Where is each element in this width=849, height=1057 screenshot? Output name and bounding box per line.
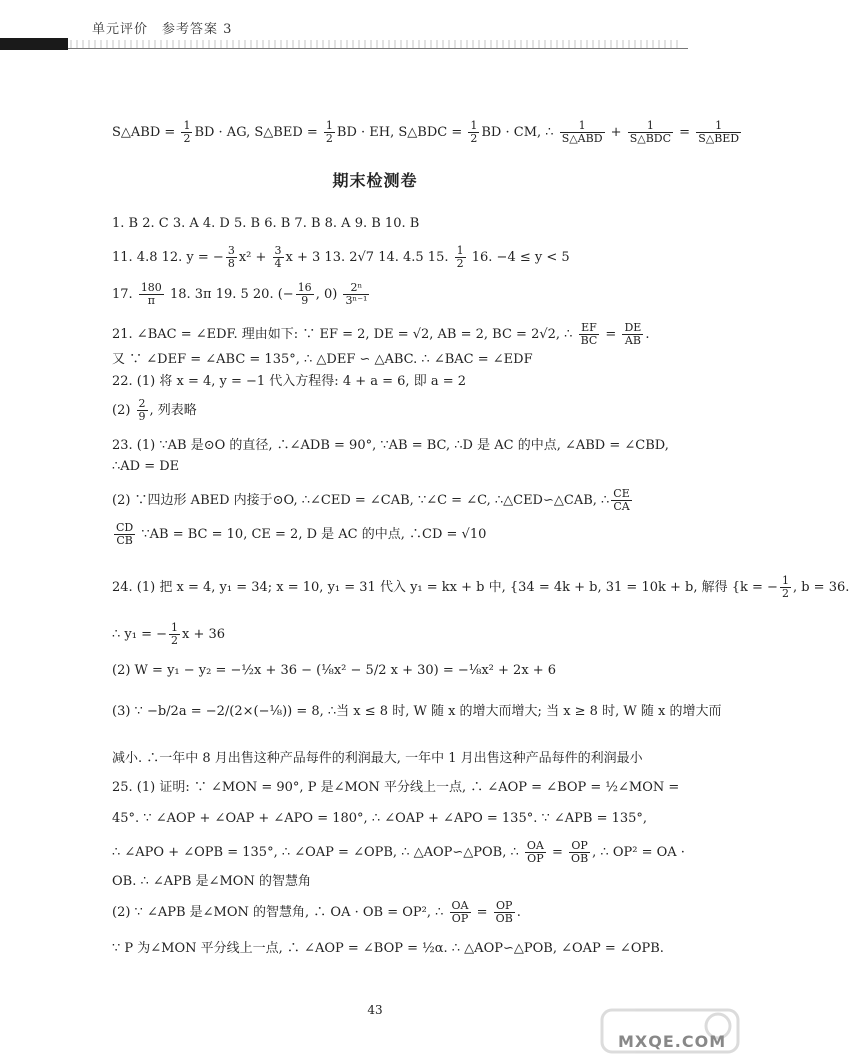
answer-line-6: 22. (1) 将 x = 4, y = −1 代入方程得: 4 + a = 6, 即 a = 2: [112, 374, 467, 389]
text: S△ABD =: [112, 125, 180, 140]
answer-line-14: (2) W = y₁ − y₂ = −½x + 36 − (⅛x² − 5/2 x + 30) = −⅛x² + 2x + 6: [112, 663, 557, 678]
header-rule: [68, 48, 688, 49]
fraction: $\frac{1}{2}$: [183, 119, 191, 145]
answer-line-15: (3) ∵ −b/2a = −2/(2×(−⅛)) = 8, ∴当 x ≤ 8 时, W 随 x 的增大而增大; 当 x ≥ 8 时, W 随 x 的增大而: [112, 704, 722, 719]
fraction: $\frac{1}{2}$: [325, 119, 333, 145]
answer-line-3: 17. $\frac{180}{\pi}$ 18. 3π 19. 5 20. (− $\frac{16}{9}$ , 0) $\frac{\text{2ⁿ}}{\text{3ⁿ⁻¹}}$: [112, 281, 368, 307]
answer-line-10: (2) ∵四边形 ABED 内接于⊙O, ∴∠CED = ∠CAB, ∵∠C = ∠C, ∴△CED∽△CAB, ∴ $\frac{CE}{CA}$: [112, 487, 630, 513]
answer-line-19: ∴ ∠APO + ∠OPB = 135°, ∴ ∠OAP = ∠OPB, ∴ △AOP∽△POB, ∴ $\frac{OA}{OP}$ = $\frac{OP}{OB}$ , ∴ OP² = OA ·: [112, 839, 685, 865]
text: BD · CM, ∴: [481, 125, 558, 140]
text: BD · AG, S△BED =: [194, 125, 322, 140]
answer-line-22: ∵ P 为∠MON 平分线上一点, ∴ ∠AOP = ∠BOP = ½α. ∴ △AOP∽△POB, ∠OAP = ∠OPB.: [112, 941, 664, 956]
text: =: [675, 125, 695, 140]
answer-line-5: 又 ∵ ∠DEF = ∠ABC = 135°, ∴ △DEF ∽ △ABC. ∴ ∠BAC = ∠EDF: [112, 352, 533, 367]
answer-line-21: (2) ∵ ∠APB 是∠MON 的智慧角, ∴ OA · OB = OP², ∴ $\frac{OA}{OP}$ = $\frac{OP}{OB}$ .: [112, 899, 521, 925]
answer-line-4: 21. ∠BAC = ∠EDF. 理由如下: ∵ EF = 2, DE = √2, AB = 2, BC = 2√2, ∴ $\frac{EF}{BC}$ = $\frac{DE}{AB}$ .: [112, 321, 650, 347]
answer-line-18: 45°. ∵ ∠AOP + ∠OAP + ∠APO = 180°, ∴ ∠OAP + ∠APO = 135°. ∵ ∠APB = 135°,: [112, 811, 648, 826]
formula-top: [112, 120, 743, 145]
answer-line-16: 减小. ∴一年中 8 月出售这种产品每件的利润最大, 一年中 1 月出售这种产品每件的利润最小: [112, 751, 643, 766]
answer-line-17: 25. (1) 证明: ∵ ∠MON = 90°, P 是∠MON 平分线上一点, ∴ ∠AOP = ∠BOP = ½∠MON =: [112, 780, 680, 795]
fraction: $\frac{1}{\text{S△BDC}}$: [629, 119, 672, 145]
fraction: $\frac{1}{\text{S△ABD}}$: [561, 119, 603, 145]
watermark-text: MXQE.COM: [618, 1032, 727, 1051]
fraction: $\frac{1}{2}$: [470, 119, 478, 145]
answer-line-13: ∴ y₁ = − $\frac{1}{2}$ x + 36: [112, 621, 226, 647]
answer-line-7: (2) $\frac{2}{9}$ , 列表略: [112, 397, 197, 423]
answer-line-8: 23. (1) ∵AB 是⊙O 的直径, ∴∠ADB = 90°, ∵AB = BC, ∴D 是 AC 的中点, ∠ABD = ∠CBD,: [112, 438, 669, 453]
header-dots: [70, 40, 680, 48]
text: +: [606, 125, 626, 140]
page-header: [0, 0, 750, 60]
answer-line-9: ∴AD = DE: [112, 459, 180, 474]
section-title: 期末检测卷: [332, 171, 418, 190]
answer-line-2: 11. 4.8 12. y = − $\frac{3}{8}$ x² + $\frac{3}{4}$ x + 3 13. 2√7 14. 4.5 15. $\frac{1}{2}$ 16. −4 ≤ y < 5: [112, 244, 570, 270]
header-title: 单元评价 参考答案 3: [92, 22, 233, 37]
header-bar: [0, 38, 68, 50]
page-number: 43: [367, 1003, 383, 1017]
fraction: $\frac{1}{\text{S△BED}}$: [698, 119, 740, 145]
answer-line-12: 24. (1) 把 x = 4, y₁ = 34; x = 10, y₁ = 31 代入 y₁ = kx + b 中, {34 = 4k + b, 31 = 10k + b, 解得 {k = − $\frac{1}{2}$ , b = 36.: [112, 574, 849, 600]
text: BD · EH, S△BDC =: [336, 125, 467, 140]
answer-line-20: OB. ∴ ∠APB 是∠MON 的智慧角: [112, 874, 311, 889]
answer-line-11: $\frac{CD}{CB}$ ∵AB = BC = 10, CE = 2, D 是 AC 的中点, ∴CD = √10: [116, 521, 487, 547]
answer-line-1: 1. B 2. C 3. A 4. D 5. B 6. B 7. B 8. A 9. B 10. B: [112, 216, 420, 231]
